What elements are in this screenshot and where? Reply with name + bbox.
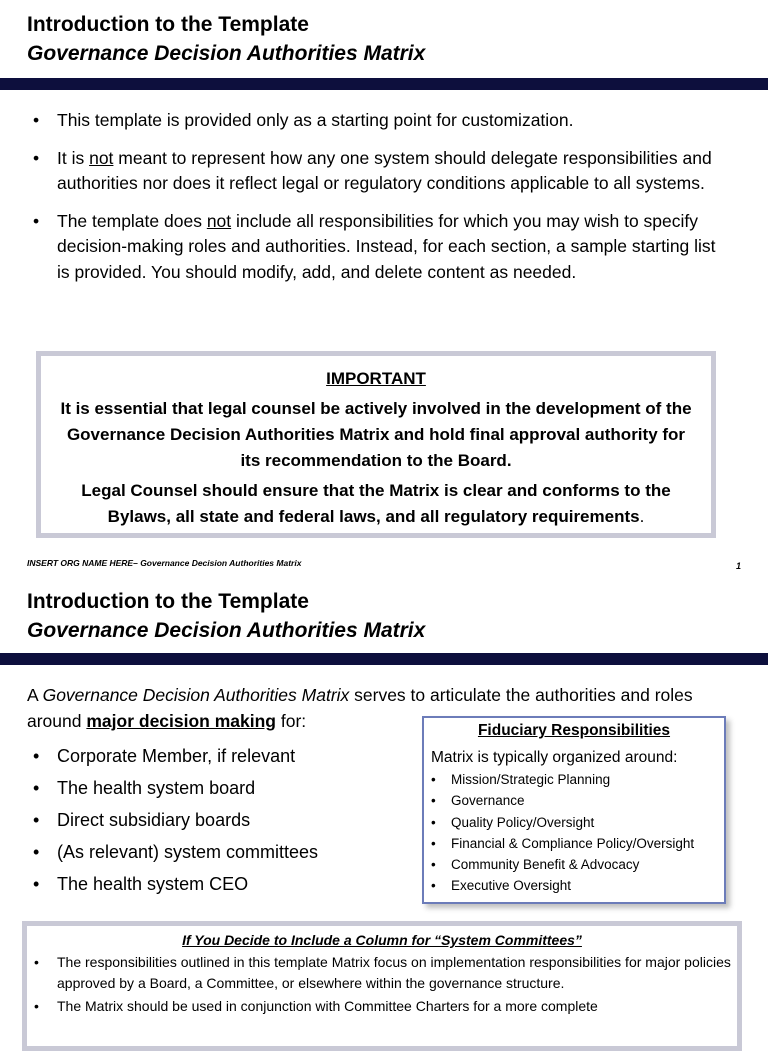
- title-line-2: Governance Decision Authorities Matrix: [27, 619, 426, 642]
- important-paragraph-2: Legal Counsel should ensure that the Matrix is clear and conforms to the Bylaws, all state and federal laws, and all regulatory requirements.: [81, 481, 671, 526]
- list-item: • The health system board: [27, 776, 407, 800]
- fiduciary-list: [424, 769, 724, 897]
- system-committees-heading: If You Decide to Include a Column for “System Committees”: [182, 932, 582, 948]
- list-item: • Direct subsidiary boards: [27, 808, 407, 832]
- list-item: • Quality Policy/Oversight: [431, 812, 724, 833]
- fiduciary-responsibilities-box: [422, 716, 726, 904]
- list-item: • The responsibilities outlined in this template Matrix focus on implementation responsibilities for major policies approved by a Board, a Committee, or elsewhere within the governance structure.: [27, 952, 737, 994]
- title-rule: [0, 653, 768, 665]
- list-item: • (As relevant) system committees: [27, 840, 407, 864]
- system-committees-callout: [22, 921, 742, 1051]
- slide-title: [27, 587, 425, 645]
- page-number: 1: [735, 561, 741, 571]
- list-item: • Governance: [431, 790, 724, 811]
- list-item: • The Matrix should be used in conjunction with Committee Charters for a more complete: [27, 996, 737, 1017]
- bullet-item: • The template does not include all responsibilities for which you may wish to specify decision-making roles and authorities. Instead, for each section, a sample starting list is provided. You should modify, add, and delete content as needed.: [27, 209, 727, 286]
- important-paragraph-1: It is essential that legal counsel be actively involved in the development of the Governance Decision Authorities Matrix and hold final approval authority for its recommendation to the Board.: [60, 399, 692, 470]
- important-heading: IMPORTANT: [326, 369, 426, 388]
- slide-footer: INSERT ORG NAME HERE– Governance Decision Authorities Matrix: [27, 558, 302, 568]
- title-line-1: Introduction to the Template: [27, 13, 309, 36]
- bullet-item: • This template is provided only as a starting point for customization.: [27, 108, 727, 134]
- list-item: • Corporate Member, if relevant: [27, 744, 407, 768]
- title-line-2: Governance Decision Authorities Matrix: [27, 42, 426, 65]
- bullet-item: • It is not meant to represent how any one system should delegate responsibilities and authorities nor does it reflect legal or regulatory conditions applicable to all systems.: [27, 146, 727, 197]
- intro-paragraph: A Governance Decision Authorities Matrix serves to articulate the authorities and roles around major decision making for:: [27, 685, 693, 731]
- list-item: • Community Benefit & Advocacy: [431, 854, 724, 875]
- roles-bullet-list: [27, 744, 407, 904]
- title-line-1: Introduction to the Template: [27, 590, 309, 613]
- list-item: • Mission/Strategic Planning: [431, 769, 724, 790]
- slide-title: [27, 10, 425, 68]
- fiduciary-subheading: Matrix is typically organized around:: [431, 749, 678, 766]
- slide-2: [0, 578, 768, 1024]
- list-item: • Executive Oversight: [431, 875, 724, 896]
- fiduciary-heading: Fiduciary Responsibilities: [477, 722, 671, 739]
- list-item: • Financial & Compliance Policy/Oversight: [431, 833, 724, 854]
- title-rule: [0, 78, 768, 90]
- system-committees-list: [27, 952, 737, 1017]
- list-item: • The health system CEO: [27, 872, 407, 896]
- important-callout: [36, 351, 716, 538]
- intro-bullet-list: [27, 108, 727, 297]
